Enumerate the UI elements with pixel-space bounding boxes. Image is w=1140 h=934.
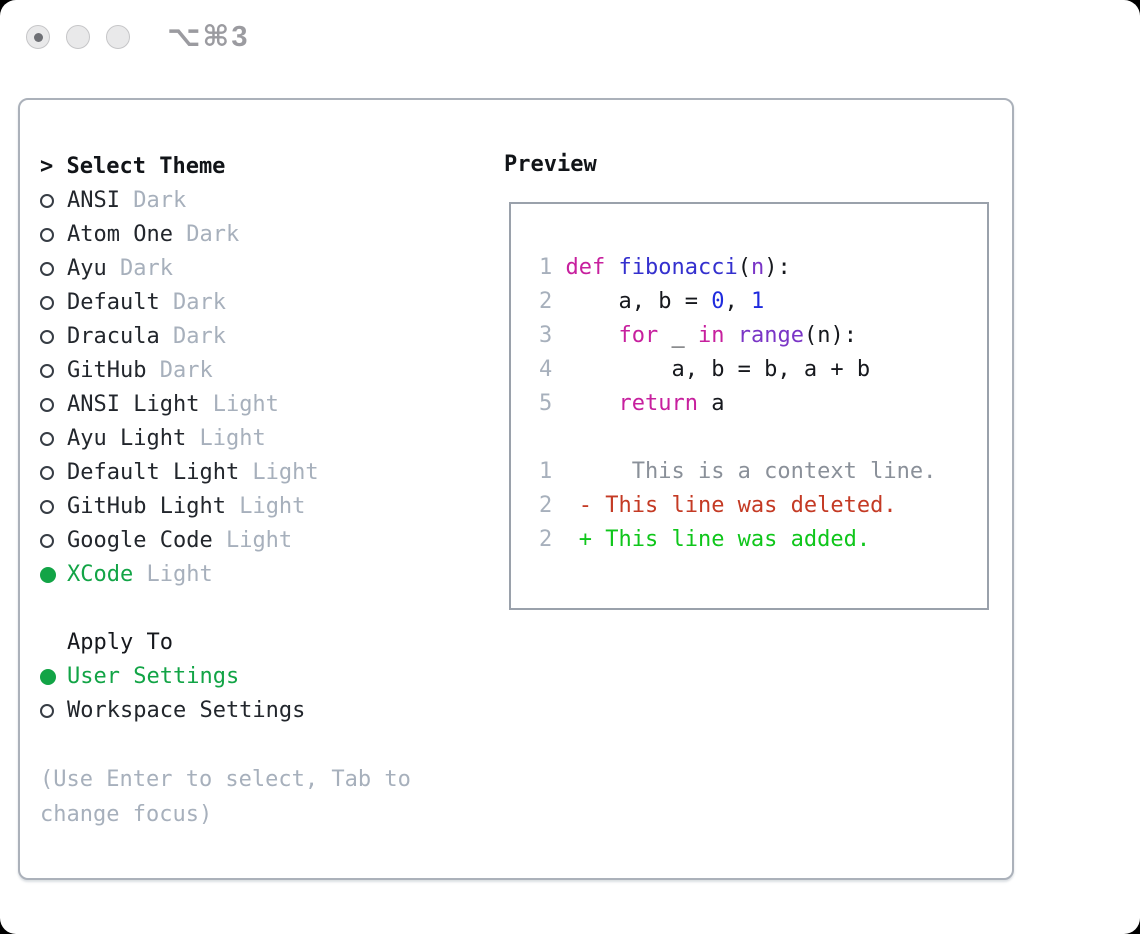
code-token-plain — [566, 323, 619, 348]
radio-icon — [40, 466, 67, 480]
theme-item[interactable] — [40, 388, 492, 422]
close-button[interactable] — [26, 25, 50, 49]
code-token-plain: ( — [737, 255, 751, 280]
code-line — [539, 319, 987, 353]
radio-icon — [40, 432, 67, 446]
code-line — [539, 489, 987, 523]
theme-item[interactable] — [40, 422, 492, 456]
theme-item[interactable] — [40, 456, 492, 490]
theme-name: Ayu — [67, 256, 107, 281]
line-number: 1 — [539, 255, 566, 280]
line-number — [539, 425, 566, 450]
code-token-plain: ): — [764, 255, 791, 280]
radio-icon — [40, 534, 67, 548]
preview-title: Preview — [504, 152, 597, 177]
radio-icon — [40, 194, 67, 208]
code-line — [539, 523, 987, 557]
theme-item[interactable] — [40, 490, 492, 524]
code-line — [539, 251, 987, 285]
code-token-number: 0 — [711, 289, 725, 314]
theme-name: Atom One — [67, 222, 173, 247]
apply-to-header: Apply To — [67, 630, 173, 655]
radio-icon — [40, 262, 67, 276]
theme-name: GitHub Light — [67, 494, 226, 519]
code-token-added: + This line was added. — [565, 527, 871, 552]
theme-variant-badge: Dark — [119, 188, 187, 213]
theme-name: Default Light — [67, 460, 240, 485]
theme-name: Dracula — [67, 324, 160, 349]
code-token-builtin: range — [737, 323, 804, 348]
code-token-param: n — [750, 255, 765, 280]
radio-icon — [40, 704, 67, 718]
theme-variant-badge: Dark — [106, 256, 173, 281]
code-token-keyword: return — [618, 391, 698, 416]
theme-panel — [40, 150, 492, 832]
theme-variant-badge: Dark — [159, 290, 226, 315]
theme-variant-badge: Light — [239, 460, 319, 485]
code-preview — [511, 204, 987, 557]
code-token-keyword: in — [697, 323, 725, 348]
theme-variant-badge: Light — [133, 562, 213, 587]
code-line — [539, 387, 987, 421]
theme-variant-badge: Light — [212, 528, 293, 553]
radio-icon — [40, 296, 67, 310]
apply-to-options — [40, 660, 492, 728]
hint-text: (Use Enter to select, Tab to change focus) — [40, 767, 411, 827]
theme-variant-badge: Dark — [146, 358, 213, 383]
theme-name: GitHub — [67, 358, 147, 383]
radio-icon — [40, 500, 67, 514]
theme-variant-badge: Light — [199, 392, 279, 417]
code-token-plain: a, b = — [565, 289, 712, 314]
code-token-keyword: def — [565, 255, 606, 280]
line-number: 4 — [539, 357, 566, 382]
code-token-plain — [724, 323, 737, 348]
theme-name: Google Code — [67, 528, 213, 553]
radio-icon — [40, 228, 67, 242]
code-line — [539, 455, 987, 489]
apply-option[interactable] — [40, 694, 492, 728]
zoom-button[interactable] — [106, 25, 130, 49]
code-token-plain — [566, 391, 619, 416]
code-line — [539, 285, 987, 319]
theme-name: Ayu Light — [67, 426, 187, 451]
theme-item[interactable] — [40, 184, 492, 218]
apply-option-label: Workspace Settings — [67, 698, 306, 723]
code-token-deleted: - This line was deleted. — [565, 493, 897, 518]
line-number: 1 — [539, 459, 566, 484]
code-token-plain — [605, 255, 618, 280]
code-line — [539, 421, 987, 455]
code-line — [539, 353, 987, 387]
code-token-number: 1 — [750, 289, 765, 314]
theme-item[interactable] — [40, 558, 492, 592]
theme-item[interactable] — [40, 524, 492, 558]
line-number: 3 — [539, 323, 566, 348]
titlebar — [0, 0, 1140, 74]
code-token-function: fibonacci — [618, 255, 738, 280]
code-token-plain: , — [724, 289, 751, 314]
line-number: 2 — [539, 289, 566, 314]
code-token-keyword: for — [618, 323, 659, 348]
select-theme-header: > Select Theme — [40, 154, 226, 179]
line-number: 5 — [539, 391, 566, 416]
theme-item[interactable] — [40, 320, 492, 354]
minimize-button[interactable] — [66, 25, 90, 49]
theme-name: XCode — [67, 562, 134, 587]
code-token-plain: (n): — [803, 323, 857, 348]
preview-box — [509, 202, 989, 610]
code-token-plain: _ — [658, 323, 698, 348]
theme-name: ANSI Light — [67, 392, 200, 417]
theme-item[interactable] — [40, 252, 492, 286]
apply-option[interactable] — [40, 660, 492, 694]
radio-icon — [40, 398, 67, 412]
apply-to-section — [40, 626, 492, 728]
theme-list — [40, 184, 492, 592]
theme-name: Default — [67, 290, 160, 315]
theme-item[interactable] — [40, 218, 492, 252]
traffic-lights — [26, 25, 130, 49]
code-token-plain: a — [697, 391, 725, 416]
code-token-plain: a, b = b, a + b — [565, 357, 871, 382]
radio-selected-icon — [40, 567, 67, 583]
theme-variant-badge: Light — [186, 426, 266, 451]
code-token-context: This is a context line. — [565, 459, 937, 484]
theme-item[interactable] — [40, 286, 492, 320]
line-number: 2 — [539, 493, 566, 518]
line-number: 2 — [539, 527, 566, 552]
theme-name: ANSI — [67, 188, 120, 213]
keyboard-shortcut-label: ⌥⌘3 — [167, 21, 250, 53]
theme-item[interactable] — [40, 354, 492, 388]
theme-variant-badge: Light — [225, 494, 306, 519]
theme-variant-badge: Dark — [172, 222, 240, 247]
radio-icon — [40, 330, 67, 344]
theme-selector-window — [18, 98, 1014, 880]
radio-icon — [40, 364, 67, 378]
apply-option-label: User Settings — [67, 664, 240, 689]
theme-variant-badge: Dark — [159, 324, 226, 349]
radio-selected-icon — [40, 669, 67, 685]
